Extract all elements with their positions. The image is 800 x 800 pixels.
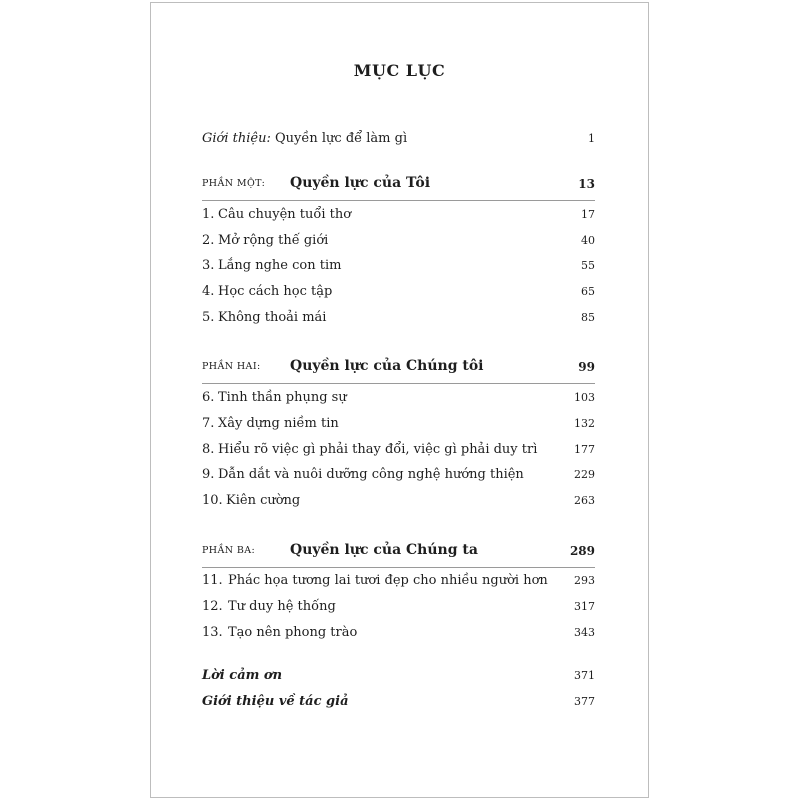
chapter-title: Không thoải mái: [218, 310, 327, 325]
chapter-number: 8.: [202, 442, 215, 457]
chapter-page-number: 17: [581, 208, 595, 221]
chapter-entry: [202, 465, 595, 485]
chapter-entry: [202, 491, 595, 511]
chapter-entry: [202, 205, 595, 225]
intro-label-text: Quyền lực để làm gì: [270, 131, 408, 146]
back-matter-title: Giới thiệu về tác giả: [202, 694, 349, 709]
divider: [202, 567, 595, 568]
chapter-title: Phác họa tương lai tươi đẹp cho nhiều người hơn: [228, 573, 548, 588]
intro-label-italic: Giới thiệu:: [202, 131, 271, 146]
chapter-number: 10.: [202, 493, 223, 508]
intro-entry: [202, 129, 595, 149]
part-label: PHẦN HAI:: [202, 361, 261, 372]
part-heading-3: [202, 541, 595, 561]
chapter-title: Kiên cường: [226, 493, 301, 508]
part-title: Quyền lực của Chúng ta: [290, 542, 478, 558]
chapter-page-number: 343: [574, 626, 595, 639]
divider: [202, 200, 595, 201]
chapter-title: Xây dựng niềm tin: [218, 416, 339, 431]
divider: [202, 383, 595, 384]
chapter-number: 9.: [202, 467, 215, 482]
part-title: Quyền lực của Tôi: [290, 175, 431, 191]
back-matter-entry: [202, 692, 595, 712]
chapter-page-number: 85: [581, 311, 595, 324]
chapter-title: Lắng nghe con tim: [218, 258, 342, 273]
chapter-page-number: 40: [581, 234, 595, 247]
chapter-number: 2.: [202, 233, 215, 248]
chapter-page-number: 229: [574, 468, 595, 481]
chapter-title: Câu chuyện tuổi thơ: [218, 207, 352, 222]
part-page-number: 99: [578, 360, 595, 374]
chapter-entry: [202, 388, 595, 408]
part-label: PHẦN BA:: [202, 545, 256, 556]
part-label: PHẦN MỘT:: [202, 178, 266, 189]
chapter-number: 7.: [202, 416, 215, 431]
chapter-title: Mở rộng thế giới: [218, 233, 329, 248]
chapter-entry: [202, 571, 595, 591]
chapter-page-number: 317: [574, 600, 595, 613]
back-matter-title: Lời cảm ơn: [202, 668, 283, 683]
part-title: Quyền lực của Chúng tôi: [290, 358, 484, 374]
chapter-title: Tạo nên phong trào: [228, 625, 358, 640]
chapter-number: 4.: [202, 284, 215, 299]
part-heading-2: [202, 357, 595, 377]
book-page: [150, 2, 649, 798]
chapter-page-number: 65: [581, 285, 595, 298]
chapter-entry: [202, 623, 595, 643]
chapter-page-number: 177: [574, 443, 595, 456]
chapter-entry: [202, 282, 595, 302]
part-page-number: 13: [578, 177, 595, 191]
chapter-entry: [202, 414, 595, 434]
chapter-title: Hiểu rõ việc gì phải thay đổi, việc gì phải duy trì: [218, 442, 538, 457]
back-matter-page-number: 377: [574, 695, 595, 708]
chapter-entry: [202, 597, 595, 617]
chapter-page-number: 55: [581, 259, 595, 272]
chapter-page-number: 263: [574, 494, 595, 507]
back-matter-entry: [202, 666, 595, 686]
chapter-page-number: 293: [574, 574, 595, 587]
chapter-title: Học cách học tập: [218, 284, 333, 299]
chapter-number: 11.: [202, 573, 223, 588]
page-title: MỤC LỤC: [353, 61, 446, 80]
chapter-title: Dẫn dắt và nuôi dưỡng công nghệ hướng thiện: [218, 467, 524, 482]
chapter-number: 13.: [202, 625, 223, 640]
chapter-number: 12.: [202, 599, 223, 614]
part-heading-1: [202, 174, 595, 194]
chapter-number: 1.: [202, 207, 215, 222]
intro-label: [202, 129, 407, 149]
chapter-entry: [202, 440, 595, 460]
chapter-number: 6.: [202, 390, 215, 405]
chapter-entry: [202, 256, 595, 276]
chapter-title: Tinh thần phụng sự: [218, 390, 347, 405]
intro-page-number: 1: [588, 132, 595, 145]
back-matter-page-number: 371: [574, 669, 595, 682]
part-page-number: 289: [569, 544, 595, 558]
chapter-page-number: 103: [574, 391, 595, 404]
chapter-number: 3.: [202, 258, 215, 273]
chapter-entry: [202, 231, 595, 251]
chapter-page-number: 132: [574, 417, 595, 430]
chapter-entry: [202, 308, 595, 328]
chapter-number: 5.: [202, 310, 215, 325]
chapter-title: Tư duy hệ thống: [228, 599, 336, 614]
